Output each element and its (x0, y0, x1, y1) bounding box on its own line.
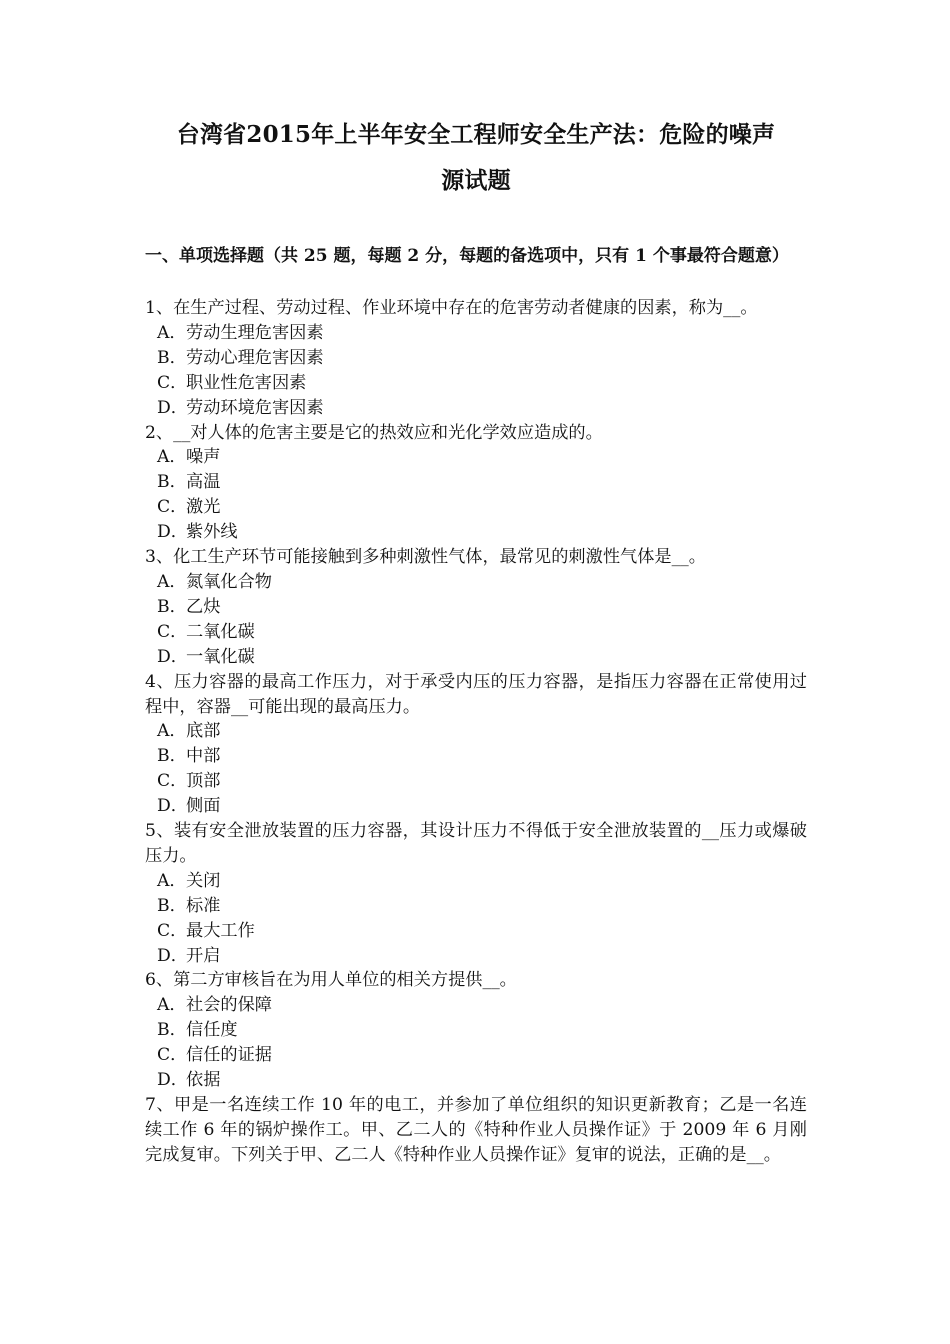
option-letter: A． (157, 870, 187, 891)
option-text: 依据 (186, 1070, 221, 1091)
answer-option (145, 445, 807, 470)
option-text: 乙炔 (186, 596, 221, 617)
option-text: 社会的保障 (186, 995, 272, 1016)
answer-option (145, 645, 807, 670)
answer-option (145, 371, 807, 396)
option-text: 底部 (186, 721, 221, 742)
option-text: 侧面 (186, 796, 221, 817)
question-list (145, 296, 807, 1168)
title-line-2: 源试题 (441, 167, 511, 194)
option-text: 二氧化碳 (186, 621, 255, 642)
question-item (145, 819, 807, 968)
answer-option (145, 794, 807, 819)
question-stem: 3、化工生产环节可能接触到多种刺激性气体，最常见的刺激性气体是__。 (145, 547, 706, 568)
title-line-1: 台湾省2015年上半年安全工程师安全生产法：危险的噪声 (176, 121, 776, 148)
question-stem: 1、在生产过程、劳动过程、作业环境中存在的危害劳动者健康的因素，称为__。 (145, 298, 758, 318)
option-letter: C． (157, 1045, 188, 1066)
answer-option (145, 321, 807, 346)
option-text: 职业性危害因素 (186, 372, 307, 393)
option-letter: B． (157, 596, 187, 617)
option-letter: A． (157, 447, 187, 468)
option-text: 信任度 (186, 1020, 238, 1041)
answer-option (145, 595, 807, 620)
question-item (145, 296, 807, 421)
option-text: 最大工作 (186, 920, 255, 941)
answer-option (145, 944, 807, 969)
option-letter: B． (157, 746, 187, 767)
document-title (145, 112, 807, 204)
option-text: 高温 (186, 472, 221, 493)
answer-option (145, 869, 807, 894)
option-text: 噪声 (186, 447, 221, 468)
option-letter: D． (157, 1070, 188, 1091)
answer-option (145, 495, 807, 520)
option-text: 中部 (186, 746, 221, 767)
answer-option (145, 470, 807, 495)
answer-option (145, 719, 807, 744)
section-heading: 一、单项选择题（共 25 题，每题 2 分，每题的备选项中，只有 1 个事最符合题意） (145, 246, 789, 266)
option-letter: C． (157, 771, 188, 792)
option-text: 激光 (186, 497, 221, 518)
answer-option (145, 919, 807, 944)
question-stem: 5、装有安全泄放装置的压力容器，其设计压力不得低于安全泄放装置的__压力或爆破压力。 (145, 821, 807, 866)
option-letter: D． (157, 522, 188, 543)
question-item (145, 968, 807, 1093)
option-letter: C． (157, 621, 188, 642)
option-text: 关闭 (186, 870, 221, 891)
option-text: 劳动环境危害因素 (186, 397, 324, 418)
option-letter: B． (157, 1020, 187, 1041)
option-text: 劳动心理危害因素 (186, 347, 324, 368)
option-letter: C． (157, 497, 188, 518)
answer-option (145, 520, 807, 545)
option-text: 紫外线 (186, 522, 238, 543)
question-stem: 2、__对人体的危害主要是它的热效应和光化学效应造成的。 (145, 422, 603, 443)
option-letter: C． (157, 920, 188, 941)
option-text: 开启 (186, 945, 221, 966)
question-item (145, 421, 807, 546)
option-letter: D． (157, 796, 188, 817)
answer-option (145, 396, 807, 421)
option-letter: D． (157, 397, 188, 418)
option-letter: B． (157, 472, 187, 493)
question-item (145, 545, 807, 670)
answer-option (145, 769, 807, 794)
option-letter: C． (157, 372, 188, 393)
option-text: 标准 (186, 895, 221, 916)
option-text: 一氧化碳 (186, 646, 255, 667)
answer-option (145, 744, 807, 769)
option-letter: B． (157, 895, 187, 916)
option-letter: A． (157, 995, 187, 1016)
question-item (145, 670, 807, 819)
option-text: 劳动生理危害因素 (186, 322, 324, 343)
option-letter: D． (157, 945, 188, 966)
question-stem: 6、第二方审核旨在为用人单位的相关方提供__。 (145, 970, 517, 991)
question-stem: 7、甲是一名连续工作 10 年的电工，并参加了单位组织的知识更新教育；乙是一名连续工作 6 年的锅炉操作工。甲、乙二人的《特种作业人员操作证》于 2009 年 6 月刚完成复审。下列关于甲、乙二人《特种作业人员操作证》复审的说法，正确的是__。 (145, 1095, 807, 1165)
answer-option (145, 1068, 807, 1093)
answer-option (145, 620, 807, 645)
answer-option (145, 894, 807, 919)
option-text: 氮氧化合物 (186, 571, 272, 592)
answer-option (145, 1018, 807, 1043)
option-letter: A． (157, 322, 187, 343)
option-letter: A． (157, 571, 187, 592)
option-text: 信任的证据 (186, 1045, 272, 1066)
answer-option (145, 1043, 807, 1068)
option-text: 顶部 (186, 771, 221, 792)
option-letter: D． (157, 646, 188, 667)
answer-option (145, 570, 807, 595)
answer-option (145, 993, 807, 1018)
option-letter: B． (157, 347, 187, 368)
question-stem: 4、压力容器的最高工作压力，对于承受内压的压力容器，是指压力容器在正常使用过程中，容器__可能出现的最高压力。 (145, 671, 807, 717)
question-item (145, 1093, 807, 1168)
option-letter: A． (157, 721, 187, 742)
answer-option (145, 346, 807, 371)
